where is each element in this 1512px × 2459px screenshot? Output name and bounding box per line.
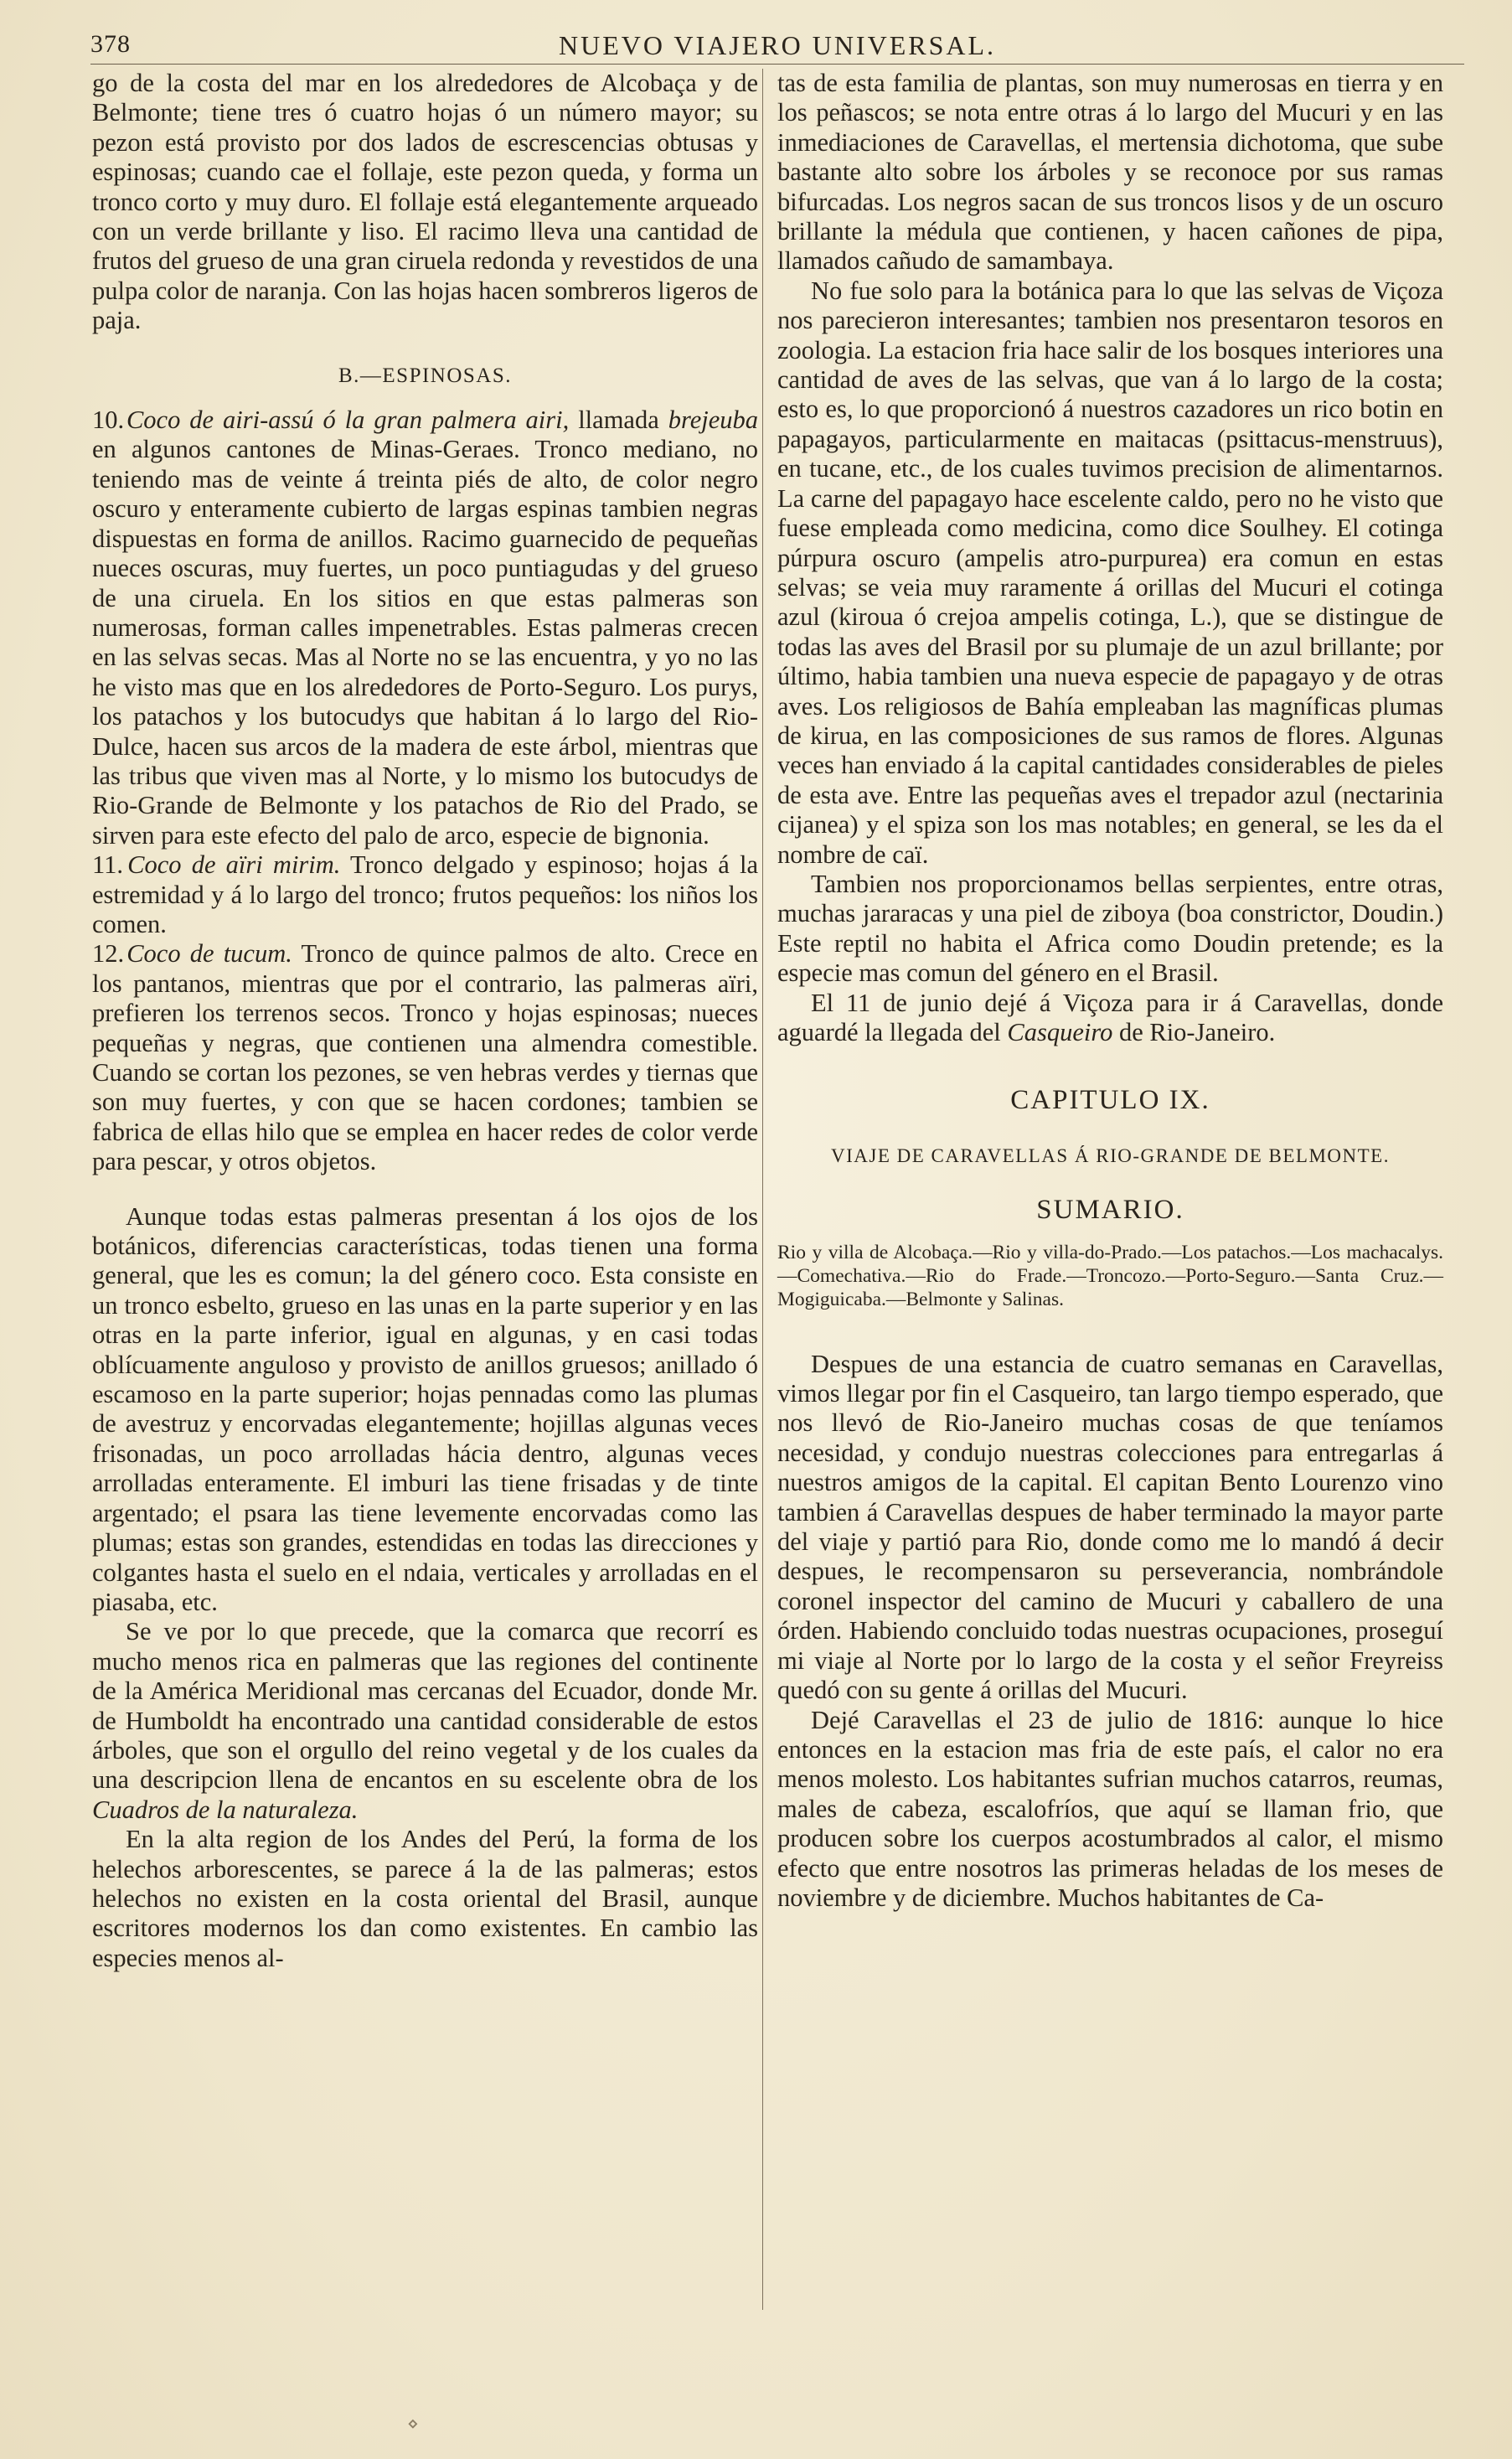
printers-mark: ⋄ [407, 2413, 419, 2434]
species-name: Coco de airi-assú ó la gran palmera airi, [126, 406, 570, 435]
species-name: Coco de tucum. [126, 939, 292, 969]
page-header [90, 25, 1464, 65]
paragraph: En la alta region de los Andes del Perú, la forma de los helechos arborescentes, se parece á la de las palmeras; estos helechos no existen en la costa oriental del Brasil, aunque escritores modernos los dan como existentes. En cambio las especies menos al- [92, 1825, 758, 1972]
page-number: 378 [90, 30, 131, 58]
paragraph-text: El 11 de junio dejé á Viçoza para ir á Caravellas, donde aguardé la llegada del [777, 988, 1443, 1046]
section-heading: B.—ESPINOSAS. [338, 364, 513, 387]
column-divider [762, 69, 763, 2310]
paragraph: No fue solo para la botánica para lo que las selvas de Viçoza nos parecieron interesantes; tambien nos presentaron tesoros en zoologia. La estacion fria hace salir de los bosques interiores una cantidad de aves de las selvas, que van á lo largo de la costa; esto es, lo que proporcionó á nuestros cazadores un rico botin en papagayos, particularmente en maitacas (psittacus-menstruus), en tucane, etc., de los cuales tuvimos precision de alimentarnos. La carne del papagayo hace escelente caldo, pero no he visto que fuese empleada como medicina, como dice Soulhey. El cotinga púrpura oscuro (ampelis atro-purpurea) era comun en estas selvas; se veia muy raramente á orillas del Mucuri el cotinga azul (kiroua ó crejoa ampelis cotinga, L.), que se distingue de todas las aves del Brasil por su plumaje de un azul brillante; por último, habia tambien una nueva especie de papagayo y de otras aves. Los religiosos de Bahía empleaban las magníficas plumas de kirua, en las composiciones de sus ramos de flores. Algunas veces han enviado á la capital cantidades considerables de pieles de esta ave. Entre las pequeñas aves el trepador azul (nectarinia cijanea) y el spiza son los mas notables; en general, se les da el nombre de caï. [777, 276, 1443, 869]
left-column [92, 69, 758, 1973]
chapter-subtitle: VIAJE DE CARAVELLAS Á RIO-GRANDE DE BELMONTE. [831, 1144, 1390, 1166]
entry-text: Tronco delgado y espinoso; hojas á la estremidad y á lo largo del tronco; frutos pequeños: los niños los comen. [92, 850, 759, 938]
entry-number: 11. [92, 850, 123, 880]
right-column [777, 69, 1443, 1913]
paragraph: Aunque todas estas palmeras presentan á los ojos de los botánicos, diferencias características, todas tienen una forma general, que les es comun; la del género coco. Esta consiste en un tronco esbelto, grueso en las unas en la parte superior y en las otras en la parte inferior, igual en algunas, y en casi todas oblícuamente anguloso y provisto de anillos gruesos; anillado ó escamoso en la parte superior; hojas pennadas como las plumas de avestruz y encorvadas elegantemente; hojillas algunas veces frisonadas, un poco arrolladas hácia dentro, algunas veces arrolladas enteramente. El imburi las tiene frisadas y de tinte argentado; el psara las tiene levemente encorvadas como las plumas; estas son grandes, estendidas en todas las direcciones y colgantes hasta el suelo en el ndaia, verticales y arrolladas en el piasaba, etc. [92, 1201, 758, 1616]
entry-text: llamada [569, 406, 668, 435]
paragraph: Despues de una estancia de cuatro semanas en Caravellas, vimos llegar por fin el Casqueiro, tan largo tiempo esperado, que nos llevó de Rio-Janeiro muchas cosas de que teníamos necesidad, y condujo nuestras colecciones para entregarlas á nuestros amigos de la capital. El capitan Bento Lourenzo vino tambien á Caravellas despues de haber terminado la mayor parte del viaje y partió para Rio, donde como me lo mandó á decir despues, le recompensaron su perseverancia, nombrándole coronel inspector del camino de Mucuri y caballero de una órden. Habiendo concluido todas nuestras ocupaciones, proseguí mi viaje al Norte por lo largo de la costa y el señor Freyreiss quedó con su gente á orillas del Mucuri. [777, 1349, 1443, 1705]
entry-text: Tronco de quince palmos de alto. Crece en los pantanos, mientras que por el contrario, las palmeras aïri, prefieren los terrenos secos. Tronco y hojas espinosas; nueces pequeñas y negras, que contienen una almendra comestible. Cuando se cortan los pezones, se ven hebras verdes y tiernas que son muy fuertes, y con que se hacen cordones; tambien se fabrica de ellas hilo que se emplea en hacer redes de color verde para pescar, y otros objetos. [92, 939, 758, 1176]
entry-11 [92, 850, 758, 939]
entry-number: 12. [92, 939, 125, 969]
running-title: NUEVO VIAJERO UNIVERSAL. [558, 30, 997, 60]
summary-text: Rio y villa de Alcobaça.—Rio y villa-do-Prado.—Los patachos.—Los machacalys.—Comechativa.—Rio do Frade.—Troncozo.—Porto-Seguro.—Santa Cruz.—Mogiguicaba.—Belmonte y Salinas. [777, 1241, 1443, 1310]
work-title: Cuadros de la naturaleza. [92, 1795, 359, 1824]
paragraph [92, 1617, 758, 1825]
paragraph: tas de esta familia de plantas, son muy numerosas en tierra y en los peñascos; se nota entre otras á lo largo del Mucuri y en las inmediaciones de Caravellas, el mertensia dichotoma, que sube bastante alto sobre los árboles y se reconoce por sus ramas bifurcadas. Los negros sacan de sus troncos lisos y de un oscuro brillante la médula que contienen, y hacen cañones de pipa, llamados cañudo de samambaya. [777, 69, 1443, 276]
paragraph: Tambien nos proporcionamos bellas serpientes, entre otras, muchas jararacas y una piel de ziboya (boa constrictor, Doudin.) Este reptil no habita el Africa como Doudin pretende; es la especie mas comun del género en el Brasil. [777, 869, 1443, 988]
paragraph: Dejé Caravellas el 23 de julio de 1816: aunque lo hice entonces en la estacion mas fria de este país, el calor no era menos molesto. Los habitantes sufrian muchos catarros, reumas, males de cabeza, escalofríos, que aquí se llaman frio, que producen sobre los cuerpos acostumbrados al calor, el mismo efecto que entre nosotros las primeras heladas de los meses de noviembre y de diciembre. Muchos habitantes de Ca- [777, 1705, 1443, 1912]
chapter-title: CAPITULO IX. [1010, 1085, 1210, 1116]
entry-number: 10. [92, 406, 125, 435]
paragraph: go de la costa del mar en los alrededores de Alcobaça y de Belmonte; tiene tres ó cuatro hojas ó un número mayor; su pezon está provisto por dos lados de escrescencias obtusas y espinosas; cuando cae el follaje, este pezon queda, y forma un tronco corto y muy duro. El follaje está elegantemente arqueado con un verde brillante y liso. El racimo lleva una cantidad de frutos del grueso de una gran ciruela redonda y revestidos de una pulpa color de naranja. Con las hojas hacen sombreros ligeros de paja. [92, 69, 758, 335]
paragraph-text: de Rio-Janeiro. [1112, 1018, 1276, 1046]
entry-10 [92, 406, 758, 850]
entry-text: en algunos cantones de Minas-Geraes. Tronco mediano, no teniendo mas de veinte á treinta piés de alto, de color negro oscuro y enteramente cubierto de largas espinas tambien negras dispuestas en forma de anillos. Racimo guarnecido de pequeñas nueces oscuras, muy fuertes, un poco puntiagudas y del grueso de una ciruela. En los sitios en que estas palmeras son numerosas, forman calles impenetrables. Estas palmeras crecen en las selvas secas. Mas al Norte no se las encuentra, y yo no las he visto mas que en los alrededores de Porto-Seguro. Los purys, los patachos y los butocudys que habitan á lo largo del Rio-Dulce, hacen sus arcos de la madera de este árbol, mientras que las tribus que viven mas al Norte, y lo mismo los butocudys de Rio-Grande de Belmonte y los patachos de Rio del Prado, se sirven para este efecto del palo de arco, especie de bignonia. [92, 435, 758, 850]
paragraph-text: Se ve por lo que precede, que la comarca que recorrí es mucho menos rica en palmeras que las regiones del continente de la América Meridional mas cercanas del Ecuador, donde Mr. de Humboldt ha encontrado una cantidad considerable de estos árboles, que son el orgullo del reino vegetal y de los cuales da una descripcion llena de encantos en su escelente obra de los [92, 1617, 758, 1795]
ship-name: Casqueiro [1007, 1018, 1113, 1046]
local-name: brejeuba [668, 406, 758, 435]
summary-heading: SUMARIO. [1036, 1195, 1184, 1226]
species-name: Coco de aïri mirim. [127, 850, 341, 880]
entry-12 [92, 939, 758, 1176]
paragraph [777, 989, 1443, 1048]
